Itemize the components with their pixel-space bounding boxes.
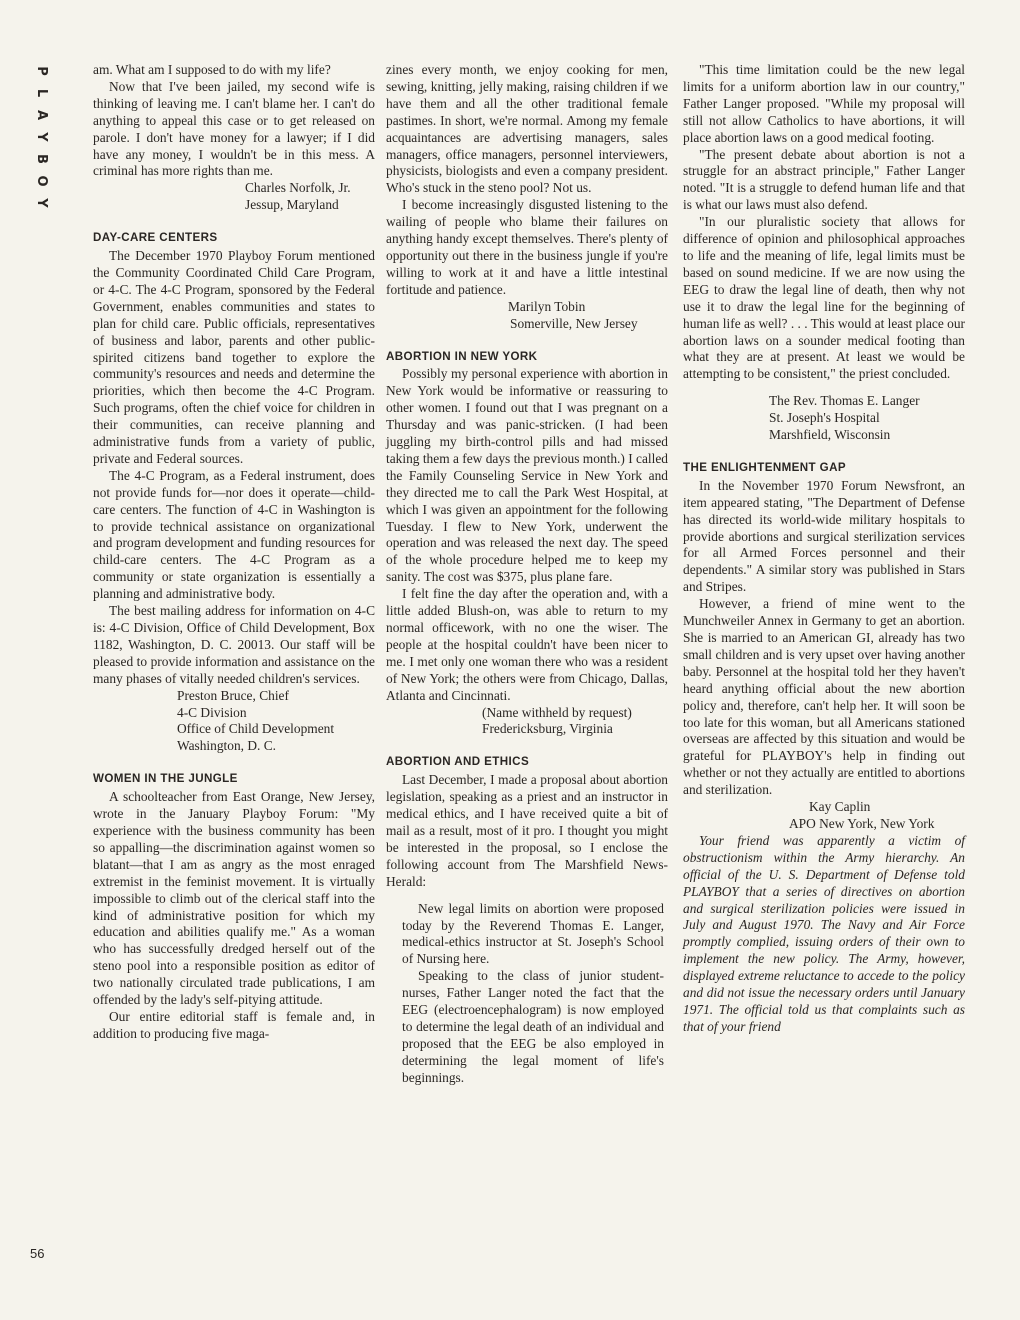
running-head [26, 60, 56, 214]
signature [93, 180, 375, 214]
paragraph: I felt fine the day after the operation and, with a little added Blush-on, was able to return to my normal officework, with no one the wiser. The people at the hospital couldn't have been nicer to me. I met only one woman there who was a resident of New York; the others were from Chicago, Dallas, Atlanta and Cincinnati. [386, 586, 668, 703]
signature-place: Fredericksburg, Virginia [482, 721, 613, 737]
column-3 [683, 62, 965, 1036]
section-heading: ABORTION AND ETHICS [386, 755, 530, 769]
running-head-letter: A [34, 109, 49, 121]
section-heading: THE ENLIGHTENMENT GAP [683, 460, 846, 474]
running-head-letter: B [34, 154, 49, 164]
section-heading: DAY-CARE CENTERS [93, 231, 218, 245]
quoted-paragraph: "In our pluralistic society that allows for difference of opinion and philosophical approaches to life and the meaning of life, legal limits must be based on sound medicine. If we are now using the EEG to draw the legal line of death, then why not use it to draw the legal line for the beginning of human life as well? . . . This would at least place our abortion laws on a sounder medical footing than what they are at present. At least we would be attempting to be consistent," the priest concluded. [683, 214, 965, 382]
paragraph: The December 1970 Playboy Forum mentioned the Community Coordinated Child Care Program, or 4-C. The 4-C Program, sponsored by the Federal Government, enables communities and states to plan for child care. Public officials, representatives of business and labor, parents and other public-spirited citizens band together to explore the community's resources and needs and determine the priorities, which then become the 4-C Program. Such programs, often the chief voice for children in their communities, can receive planning and administrative funds from a variety of public, private and Federal sources. [93, 248, 375, 466]
paragraph: Our entire editorial staff is female and, in addition to producing five maga- [93, 1008, 375, 1041]
paragraph: Last December, I made a proposal about abortion legislation, speaking as a priest and an instructor in medical ethics, and I have received quite a bit of mail as a result, most of it pro. I thought you might be interested in the proposal, so I enclose the following account from The Marshfield News-Herald: [386, 772, 668, 889]
quoted-paragraph: New legal limits on abortion were proposed today by the Reverend Thomas E. Langer, medical-ethics instructor at St. Joseph's School of Nursing here. [402, 900, 664, 967]
paragraph: Possibly my personal experience with abortion in New York would be informative or reassuring to other women. I found out that I was pregnant on a Thursday and was panic-stricken. (I had been juggling my birth-control pills and had missed taking them a few days the previous month.) I called the Family Counseling Service in New York and they directed me to call the Park West Hospital, at which I was given an appointment for the following Tuesday. I flew to New York, underwent the operation and was released the next day. The speed of the whole procedure helped me to keep my sanity. The cost was $375, plus plane fare. [386, 366, 668, 585]
paragraph: am. What am I supposed to do with my life? [93, 62, 331, 77]
quoted-paragraph: "The present debate about abortion is not a struggle for an abstract principle," Father Langer noted. "It is a struggle to defend human life and that is what our laws must also defend. [683, 146, 965, 213]
signature [386, 299, 668, 333]
signature-place: Somerville, New Jersey [510, 315, 638, 331]
signature-line: Washington, D. C. [177, 738, 276, 754]
quoted-paragraph: "This time limitation could be the new legal limits for a uniform abortion law in our country," Father Langer proposed. "While my proposal will still not allow Catholics to have abortions, it will place abortion laws on a good medical footing. [683, 62, 965, 145]
signature-name: Kay Caplin [809, 799, 871, 815]
column-2 [386, 62, 668, 1087]
paragraph: A schoolteacher from East Orange, New Jersey, wrote in the January Playboy Forum: "My experience with the business community has been so appalling—the discrimination against women so blatant—that I am as angry as the most enraged extremist in the feminist movement. It is virtually impossible to climb out of the clerical staff into the kind of administrative position for which my education and abilities qualify me." As a woman who has successfully dredged herself out of the steno pool into a responsible position as editor of two nationally circulated trade publications, I am offended by the lady's self-pitying attitude. [93, 789, 375, 1008]
signature-name: Charles Norfolk, Jr. [245, 180, 351, 196]
paragraph: The 4-C Program, as a Federal instrument, does not provide funds for—nor does it operate—child-care centers. The function of 4-C in Washington is to provide technical assistance on organizational and program development and funding resources for child-care centers. The 4-C Program as a community or state organization is essentially a planning and administrative body. [93, 467, 375, 602]
column-1 [93, 62, 375, 1043]
signature-name: Preston Bruce, Chief [177, 687, 289, 703]
signature-place: Jessup, Maryland [245, 197, 339, 213]
paragraph: In the November 1970 Forum Newsfront, an item appeared stating, "The Department of Defense has directed its world-wide military hospitals to provide abortions and surgical sterilization services for all Armed Forces personnel and their dependents." A similar story was published in Stars and Stripes. [683, 477, 965, 595]
paragraph: The best mailing address for information on 4-C is: 4-C Division, Office of Child Development, Box 1182, Washington, D. C. 20013. Our staff will be pleased to provide information and assistance on the many phases of vitally needed children's services. [93, 603, 375, 686]
signature-line: Office of Child Development [177, 721, 335, 737]
signature-name: Marilyn Tobin [508, 298, 586, 314]
paragraph: However, a friend of mine went to the Munchweiler Annex in Germany to get an abortion. She is married to an American GI, already has two small children and is very upset over having another baby. Personnel at the hospital told her they haven't heard anything official about the new abortion policy and, therefore, can't help her. It will soon be too late for this woman, but all Americans stationed overseas are affected by this situation and would be grateful for PLAYBOY's help in finding out whether or not they actually are entitled to abortions and sterilization. [683, 596, 965, 798]
signature-name: (Name withheld by request) [482, 704, 632, 720]
section-heading: ABORTION IN NEW YORK [386, 349, 538, 363]
signature [386, 705, 668, 739]
signature [683, 393, 965, 444]
running-head-letter: O [34, 175, 49, 187]
signature [93, 688, 375, 756]
quoted-paragraph: Speaking to the class of junior student-nurses, Father Langer noted the fact that the EEG (electroencephalogram) is now employed to determine the legal death of an individual and proposed that the EEG be also employed in determining the legal moment of life's beginnings. [402, 968, 664, 1085]
section-heading: WOMEN IN THE JUNGLE [93, 772, 238, 786]
paragraph: I become increasingly disgusted listening to the wailing of people who blame their failures on anything handy except themselves. There's plenty of opportunity out there in the business jungle if you're willing to work at it and have a little intestinal fortitude and patience. [386, 197, 668, 297]
running-head-letter: Y [34, 198, 49, 208]
paragraph: zines every month, we enjoy cooking for men, sewing, knitting, jelly making, raising children if we have them and all the other traditional female pastimes. In short, we're normal. Among my female acquaintances are advertising managers, sales managers, office managers, personnel interviewers, physicists, biologists and even a company president. Who's stuck in the steno pool? Not us. [386, 62, 668, 196]
running-head-letter: Y [34, 132, 49, 142]
signature-name: The Rev. Thomas E. Langer [769, 393, 920, 409]
signature [683, 799, 965, 833]
signature-line: 4-C Division [177, 704, 247, 720]
running-head-text [26, 60, 56, 214]
paragraph: Now that I've been jailed, my second wife is thinking of leaving me. I can't blame her. I can't do anything to appeal this case or to get released on parole. I don't have money for a lawyer; if I did have any money, I wouldn't be in this mess. A criminal has more rights than me. [93, 78, 375, 179]
signature-place: APO New York, New York [789, 815, 935, 831]
running-head-letter: L [34, 88, 49, 98]
signature-line: Marshfield, Wisconsin [769, 427, 891, 443]
running-head-letter: P [34, 66, 49, 76]
signature-line: St. Joseph's Hospital [769, 410, 880, 426]
editor-reply: Your friend was apparently a victim of obstructionism within the Army hierarchy. An official of the U. S. Department of Defense told PLAYBOY that a series of directives on abortion and surgical sterilization policies were issued in July and August 1970. The Navy and Air Force promptly complied, issuing orders of their own to implement the new policy. The Army, however, displayed extreme reluctance to accede to the policy and did not issue the necessary orders until January 1971. The official told us that complaints such as that of your friend [683, 832, 965, 1034]
page-number: 56 [30, 1246, 45, 1261]
